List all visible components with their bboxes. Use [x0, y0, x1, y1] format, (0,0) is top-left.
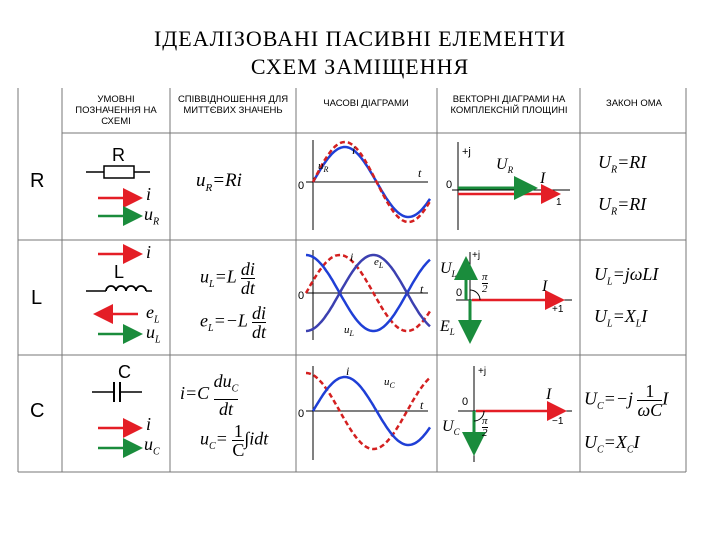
time-zero-l: 0	[298, 290, 305, 302]
time-t-c: t	[420, 398, 424, 412]
time-i-l: i	[350, 250, 354, 264]
time-zero-c: 0	[298, 408, 305, 420]
vector-diagram-l	[456, 252, 572, 342]
current-label-r: i	[146, 184, 152, 204]
relation-c-current: i=C $du_C$ dt	[180, 371, 239, 419]
vector-i-c: I	[546, 386, 552, 403]
inductor-label: L	[114, 262, 125, 282]
vector-j-r: +j	[462, 146, 471, 158]
vector-diagram-c	[458, 366, 572, 462]
vector-one-r: 1	[556, 197, 562, 208]
time-diagram-c	[306, 366, 430, 460]
resistor-label: R	[112, 145, 125, 165]
current-label-c: i	[146, 414, 152, 434]
voltage-label-r: $u_R$	[144, 204, 160, 228]
header-time-diagrams: ЧАСОВІ ДІАГРАМИ	[323, 98, 409, 109]
time-t-l: t	[420, 282, 424, 296]
time-diagram-r	[306, 140, 430, 230]
time-i-r: i	[352, 143, 356, 157]
voltage-label-c: $u_C$	[144, 434, 160, 458]
row-label-l: L	[31, 287, 43, 309]
time-i-c: i	[346, 364, 350, 378]
time-u-c: $u_C$	[384, 376, 395, 391]
ohm-law-c-magnitude: $U_C=X_CI$	[584, 432, 640, 456]
header-vector-diagrams: ВЕКТОРНІ ДІАГРАМИ НА КОМПЛЕКСНІЙ ПЛОЩИНІ	[450, 94, 568, 116]
inductor-symbol	[86, 286, 152, 291]
time-u-r: $u_R$	[318, 160, 329, 175]
vector-u-r: $U_R$	[496, 156, 514, 176]
time-u-l: $u_L$	[344, 324, 354, 339]
ohm-law-l-magnitude: $U_L=X_LI$	[594, 306, 648, 330]
vector-i-r: I	[540, 170, 546, 187]
vector-one-c: −1	[552, 416, 564, 427]
current-label-l: i	[146, 242, 152, 262]
vector-angle-l: π 2	[482, 271, 488, 295]
title-line-2: СХЕМ ЗАМІЩЕННЯ	[250, 54, 470, 79]
vector-zero-c: 0	[462, 396, 469, 408]
row-label-c: C	[30, 400, 45, 422]
resistor-symbol	[86, 166, 150, 178]
time-zero-r: 0	[298, 180, 305, 192]
time-e-l: $e_L$	[374, 256, 384, 271]
ohm-law-l-complex: $U_L=j\omega LI$	[594, 264, 659, 288]
row-label-r: R	[30, 170, 45, 192]
relation-l-voltage: $u_L=L$ $\frac{di}{dt}$	[200, 259, 255, 298]
header-symbols: УМОВНІ ПОЗНАЧЕННЯ НА СХЕМІ	[75, 94, 157, 127]
vector-j-c: +j	[478, 366, 487, 377]
time-t-r: t	[418, 166, 422, 180]
ohm-law-r-complex: $U_R=RI$	[598, 152, 647, 176]
header-ohm-law: ЗАКОН ОМА	[605, 98, 663, 109]
capacitor-symbol	[92, 382, 142, 402]
title-line-1: ІДЕАЛІЗОВАНІ ПАСИВНІ ЕЛЕМЕНТИ	[153, 26, 567, 51]
vector-zero-l: 0	[456, 287, 463, 299]
vector-i-l: I	[542, 278, 548, 295]
vector-u-c: $U_C$	[442, 418, 460, 438]
ohm-law-r-magnitude: $U_R=RI$	[598, 194, 647, 218]
relation-l-emf: $e_L=-L$ $\frac{di}{dt}$	[200, 303, 267, 342]
voltage-label-l: $u_L$	[146, 322, 161, 346]
vector-one-l: +1	[552, 304, 564, 315]
time-diagram-l	[306, 250, 430, 340]
ohm-law-c-complex: $U_C=-j$ $\frac{1}{\omega C}$ I	[584, 381, 669, 420]
relation-r: $u_R=Ri$	[196, 170, 242, 194]
vector-angle-c: π 2	[482, 415, 488, 439]
vector-e-l: $E_L$	[440, 318, 455, 338]
vector-u-l: $U_L$	[440, 260, 457, 280]
emf-label-l: $e_L$	[146, 302, 160, 326]
vector-j-l: +j	[472, 250, 481, 261]
header-relations: СПІВВІДНОШЕННЯ ДЛЯ МИТТЄВИХ ЗНАЧЕНЬ	[177, 94, 289, 116]
relation-c-voltage: $u_C=$ $\frac{1}{C}$ ∫idt	[200, 421, 269, 460]
capacitor-label: C	[118, 362, 131, 382]
vector-zero-r: 0	[446, 179, 453, 191]
